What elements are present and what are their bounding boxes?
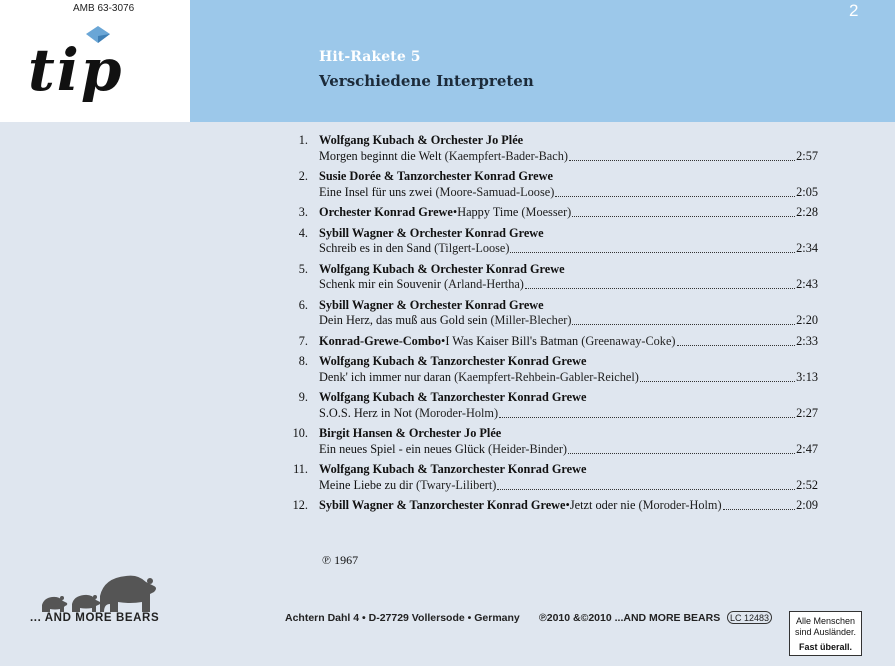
leader-dots	[525, 277, 795, 289]
track-number: 2.	[298, 169, 308, 183]
track-item	[286, 169, 818, 200]
track-title: Jetzt oder nie	[569, 498, 636, 512]
leader-dots	[572, 205, 795, 217]
page-number: 2	[849, 1, 859, 20]
logo-panel	[0, 0, 190, 122]
track-duration: 2:52	[796, 477, 818, 492]
label-address: Achtern Dahl 4 • D-27729 Vollersode • Germany	[285, 612, 520, 624]
track-item	[286, 426, 818, 457]
track-composer: (Heider-Binder)	[488, 441, 568, 456]
track-title: Denk' ich immer nur daran	[319, 369, 451, 384]
track-artist: Wolfgang Kubach & Tanzorchester Konrad Grewe	[319, 462, 587, 476]
leader-dots	[723, 498, 796, 510]
leader-dots	[640, 370, 795, 382]
track-duration: 2:43	[796, 277, 818, 291]
track-composer: (Tilgert-Loose)	[434, 241, 510, 255]
track-artist: Wolfgang Kubach & Orchester Konrad Grewe	[319, 261, 565, 276]
tip-logo	[26, 22, 161, 102]
track-duration: 2:20	[796, 313, 818, 327]
track-duration: 2:28	[796, 205, 818, 219]
track-duration: 3:13	[796, 369, 818, 384]
album-subtitle: Verschiedene Interpreten	[319, 72, 534, 90]
separator: •	[441, 333, 446, 348]
track-title: Happy Time	[457, 205, 519, 219]
track-number: 11.	[293, 462, 308, 476]
track-composer: (Moroder-Holm)	[414, 405, 499, 420]
track-composer: (Kaempfert-Rehbein-Gabler-Reichel)	[454, 369, 639, 384]
track-artist: Sybill Wagner & Orchester Konrad Grewe	[319, 225, 544, 240]
slogan-line: Alle Menschen	[795, 616, 856, 626]
track-duration: 2:57	[796, 148, 818, 163]
separator: •	[565, 498, 570, 512]
track-composer: (Moroder-Holm)	[638, 498, 722, 512]
track-number: 4.	[298, 225, 308, 240]
footer-copyright: ℗2010 &©2010 ...AND MORE BEARS	[539, 612, 721, 624]
track-title: Schreib es in den Sand	[319, 241, 432, 255]
track-item	[286, 262, 818, 293]
track-number: 6.	[298, 297, 308, 312]
track-composer: (Moore-Samuad-Loose)	[435, 184, 555, 199]
track-number: 3.	[298, 205, 308, 219]
leader-dots	[510, 241, 795, 253]
leader-dots	[569, 149, 795, 161]
track-composer: (Kaempfert-Bader-Bach)	[444, 148, 568, 163]
track-item	[286, 334, 818, 350]
track-item	[286, 498, 818, 514]
track-number: 9.	[298, 390, 308, 404]
leader-dots	[568, 442, 795, 454]
track-title: Morgen beginnt die Welt	[319, 148, 442, 163]
track-item	[286, 226, 818, 257]
logo-wordmark: tip	[28, 36, 124, 102]
track-duration: 2:09	[796, 498, 818, 512]
track-number: 5.	[298, 261, 308, 276]
track-composer: (Twary-Lilibert)	[415, 477, 497, 492]
track-item	[286, 354, 818, 385]
label-name: ... AND MORE BEARS	[30, 612, 160, 624]
slogan-box	[789, 611, 862, 656]
track-artist: Orchester Konrad Grewe	[319, 205, 453, 219]
leader-dots	[497, 478, 795, 490]
track-composer: (Miller-Blecher)	[490, 313, 572, 327]
bears-logo-icon	[38, 572, 163, 614]
track-artist: Sybill Wagner & Tanzorchester Konrad Grewe	[319, 498, 566, 512]
track-item	[286, 298, 818, 329]
slogan-line: sind Ausländer.	[794, 627, 857, 637]
track-title: Dein Herz, das muß aus Gold sein	[319, 313, 488, 327]
track-duration: 2:34	[796, 241, 818, 255]
track-artist: Wolfgang Kubach & Tanzorchester Konrad Grewe	[319, 390, 587, 404]
track-artist: Sybill Wagner & Orchester Konrad Grewe	[319, 297, 544, 312]
leader-dots	[555, 185, 795, 197]
track-composer: (Moesser)	[521, 205, 572, 219]
track-item	[286, 390, 818, 421]
track-title: Ein neues Spiel - ein neues Glück	[319, 441, 485, 456]
track-number: 8.	[298, 354, 308, 368]
track-number: 10.	[292, 426, 308, 440]
phonogram-copyright: ℗ 1967	[322, 553, 359, 567]
track-title: S.O.S. Herz in Not	[319, 405, 412, 420]
separator: •	[452, 205, 458, 219]
track-number: 1.	[298, 133, 308, 147]
catalog-number: AMB 63-3076	[73, 3, 135, 14]
track-duration: 2:47	[796, 441, 818, 456]
track-artist: Birgit Hansen & Orchester Jo Plée	[319, 426, 502, 440]
track-composer: (Greenaway-Coke)	[581, 333, 676, 348]
track-title: Meine Liebe zu dir	[319, 477, 413, 492]
track-artist: Wolfgang Kubach & Orchester Jo Plée	[319, 133, 524, 147]
lc-code-badge: LC 12483	[727, 611, 772, 624]
leader-dots	[677, 334, 796, 346]
track-number: 12.	[292, 498, 308, 512]
track-item	[286, 133, 818, 164]
track-number: 7.	[298, 333, 308, 348]
track-artist: Susie Dorée & Tanzorchester Konrad Grewe	[319, 169, 553, 183]
leader-dots	[572, 313, 795, 325]
track-composer: (Arland-Hertha)	[444, 277, 524, 291]
track-artist: Konrad-Grewe-Combo	[319, 333, 442, 348]
track-duration: 2:33	[796, 333, 818, 348]
slogan-line: Fast überall.	[798, 642, 852, 652]
track-title: I Was Kaiser Bill's Batman	[445, 333, 579, 348]
track-title: Schenk mir ein Souvenir	[319, 277, 441, 291]
track-list	[286, 133, 818, 519]
track-item	[286, 205, 818, 221]
album-title: Hit-Rakete 5	[319, 49, 421, 65]
track-title: Eine Insel für uns zwei	[319, 184, 433, 199]
track-duration: 2:27	[796, 405, 818, 420]
track-duration: 2:05	[796, 184, 818, 199]
track-artist: Wolfgang Kubach & Tanzorchester Konrad Grewe	[319, 354, 587, 368]
leader-dots	[499, 406, 795, 418]
track-item	[286, 462, 818, 493]
